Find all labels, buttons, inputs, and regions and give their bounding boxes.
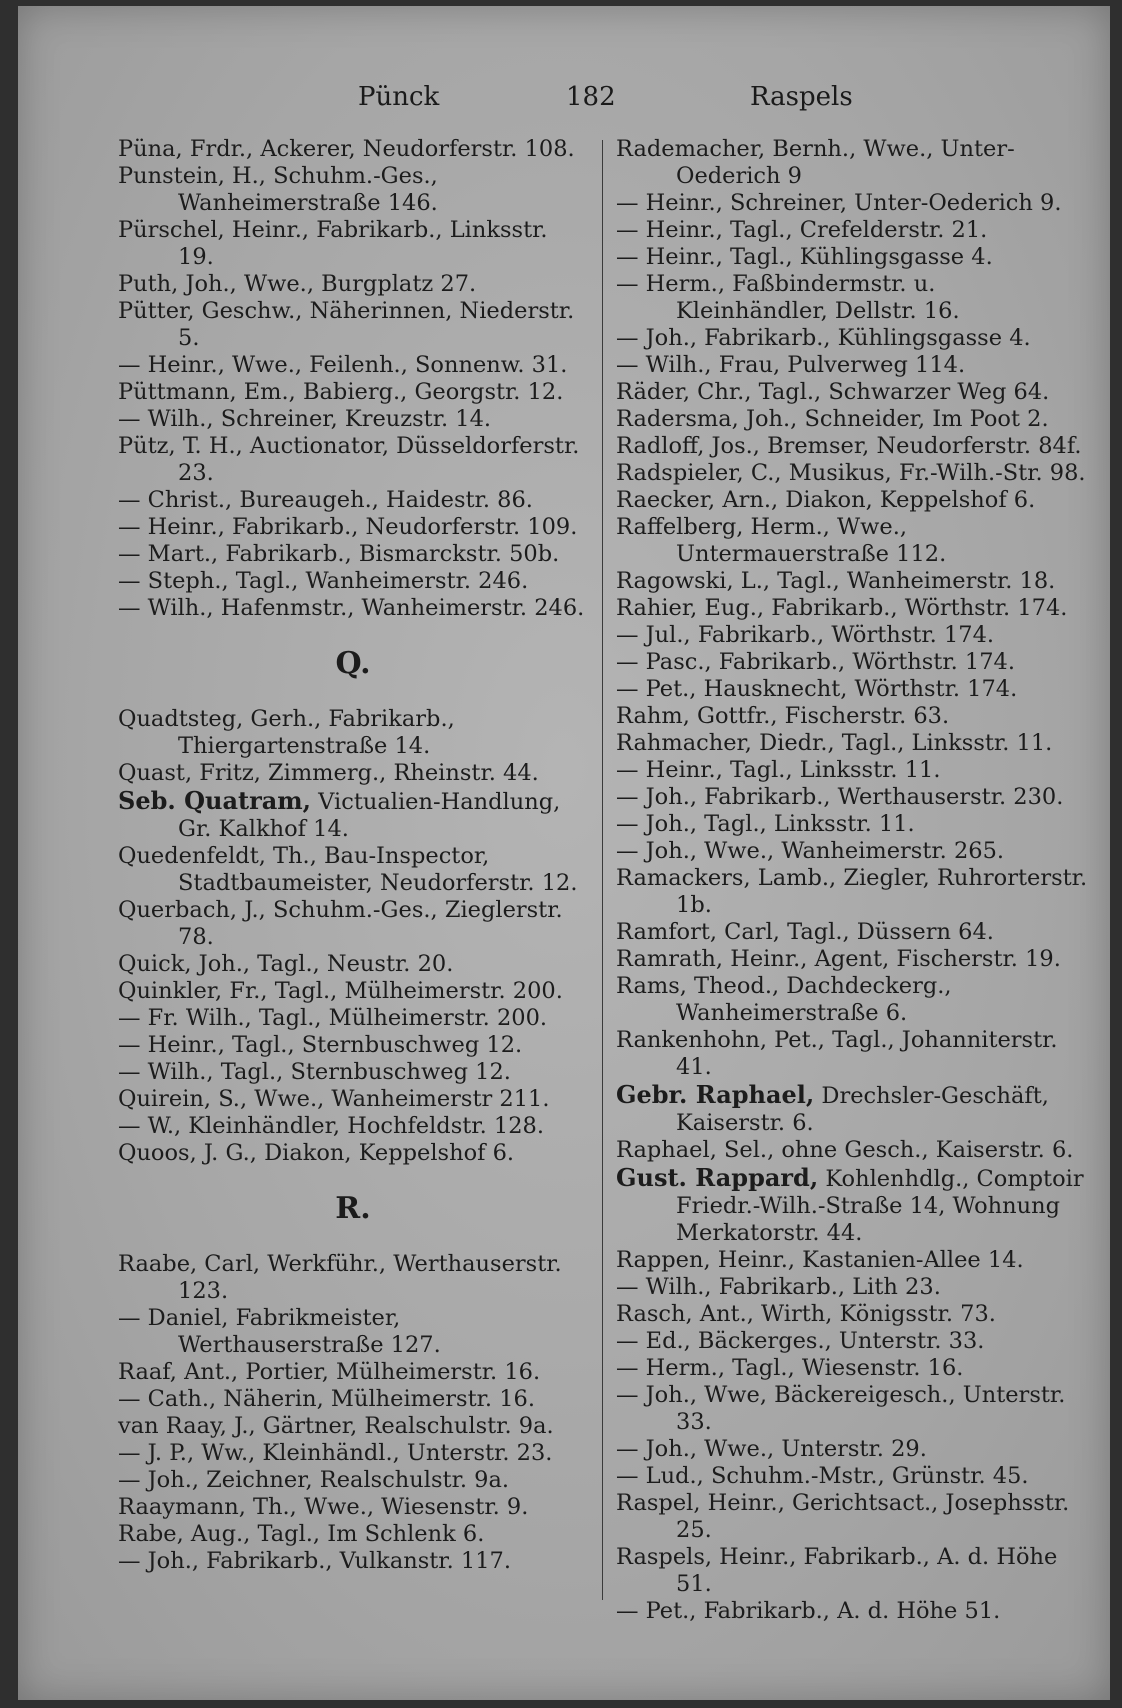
entries-r-group	[118, 1251, 588, 1575]
directory-entry: Querbach, J., Schuhm.-Ges., Zieglerstr. 78.	[118, 897, 563, 950]
entries-rappen-group	[616, 1247, 1091, 1625]
directory-entry: — Joh., Tagl., Linksstr. 11.	[616, 811, 915, 837]
directory-entry: Pürschel, Heinr., Fabrikarb., Linksstr. 19.	[118, 217, 548, 270]
directory-entry: — J. P., Ww., Kleinhändl., Unterstr. 23.	[118, 1440, 553, 1466]
firm-name: Gust. Rappard,	[616, 1163, 819, 1192]
directory-entry: — Lud., Schuhm.-Mstr., Grünstr. 45.	[616, 1463, 1029, 1489]
directory-entry: — Joh., Fabrikarb., Vulkanstr. 117.	[118, 1548, 511, 1574]
directory-entry: Rappen, Heinr., Kastanien-Allee 14.	[616, 1247, 1024, 1273]
directory-entry: Rademacher, Bernh., Wwe., Unter-Oederich 9	[616, 136, 1015, 189]
directory-entry: Raphael, Sel., ohne Gesch., Kaiserstr. 6.	[616, 1137, 1074, 1163]
directory-entry: Quinkler, Fr., Tagl., Mülheimerstr. 200.	[118, 978, 563, 1004]
directory-entry: — Wilh., Schreiner, Kreuzstr. 14.	[118, 406, 492, 432]
directory-entry: — Wilh., Hafenmstr., Wanheimerstr. 246.	[118, 595, 585, 621]
directory-entry: Püna, Frdr., Ackerer, Neudorferstr. 108.	[118, 136, 575, 162]
directory-entry: Ramackers, Lamb., Ziegler, Ruhrorterstr. 1b.	[616, 865, 1088, 918]
directory-entry: Pütter, Geschw., Näherinnen, Niederstr. 5.	[118, 298, 575, 351]
directory-entry: Rasch, Ant., Wirth, Königsstr. 73.	[616, 1301, 996, 1327]
directory-entry: Rahm, Gottfr., Fischerstr. 63.	[616, 703, 950, 729]
directory-entry: Quirein, S., Wwe., Wanheimerstr 211.	[118, 1086, 550, 1112]
firm-name: Gebr. Raphael,	[616, 1080, 815, 1109]
directory-entry: Raabe, Carl, Werkführ., Werthauserstr. 123.	[118, 1251, 562, 1304]
directory-entry: — Heinr., Tagl., Sternbuschweg 12.	[118, 1032, 523, 1058]
left-column	[118, 136, 588, 1575]
directory-entry: — Wilh., Frau, Pulverweg 114.	[616, 352, 966, 378]
directory-entry: — Christ., Bureaugeh., Haidestr. 86.	[118, 487, 533, 513]
directory-entry: Quadtsteg, Gerh., Fabrikarb., Thiergartenstraße 14.	[118, 706, 455, 759]
section-heading-r: R.	[335, 1191, 371, 1226]
entries-q2-group	[118, 843, 588, 1167]
directory-entry: Quick, Joh., Tagl., Neustr. 20.	[118, 951, 454, 977]
directory-entry: — Pet., Fabrikarb., A. d. Höhe 51.	[616, 1598, 1001, 1624]
directory-entry: Ramrath, Heinr., Agent, Fischerstr. 19.	[616, 946, 1061, 972]
directory-entry: Radersma, Joh., Schneider, Im Poot 2.	[616, 406, 1049, 432]
directory-entry: — Pet., Hausknecht, Wörthstr. 174.	[616, 676, 1018, 702]
firm-entry-quatram	[118, 787, 588, 843]
entries-q-group	[118, 706, 588, 787]
header-left-keyword: Pünck	[358, 82, 440, 112]
directory-entry: — Herm., Faßbindermstr. u. Kleinhändler, Dellstr. 16.	[616, 271, 960, 324]
firm-entry-raphael	[616, 1081, 1091, 1137]
directory-entry: Räder, Chr., Tagl., Schwarzer Weg 64.	[616, 379, 1050, 405]
directory-entry: — Fr. Wilh., Tagl., Mülheimerstr. 200.	[118, 1005, 548, 1031]
directory-entry: Punstein, H., Schuhm.-Ges., Wanheimerstraße 146.	[118, 163, 438, 216]
directory-page	[18, 6, 1110, 1700]
directory-entry: — Joh., Wwe., Unterstr. 29.	[616, 1436, 927, 1462]
directory-entry: — Mart., Fabrikarb., Bismarckstr. 50b.	[118, 541, 560, 567]
section-heading-q: Q.	[335, 646, 371, 681]
directory-entry: — Herm., Tagl., Wiesenstr. 16.	[616, 1355, 964, 1381]
firm-details: Victualien-Handlung, Gr. Kalkhof 14.	[178, 789, 561, 842]
directory-entry: Rankenhohn, Pet., Tagl., Johanniterstr. 41.	[616, 1027, 1058, 1080]
page-header	[18, 82, 1110, 122]
directory-entry: Quast, Fritz, Zimmerg., Rheinstr. 44.	[118, 760, 539, 786]
directory-entry: Puth, Joh., Wwe., Burgplatz 27.	[118, 271, 477, 297]
right-column	[616, 136, 1091, 1625]
directory-entry: Raspel, Heinr., Gerichtsact., Josephsstr. 25.	[616, 1490, 1070, 1543]
directory-entry: Püttmann, Em., Babierg., Georgstr. 12.	[118, 379, 564, 405]
directory-entry: Raecker, Arn., Diakon, Keppelshof 6.	[616, 487, 1036, 513]
column-divider	[602, 140, 603, 1600]
directory-entry: Quoos, J. G., Diakon, Keppelshof 6.	[118, 1140, 515, 1166]
directory-entry: Ragowski, L., Tagl., Wanheimerstr. 18.	[616, 568, 1056, 594]
directory-entry: — W., Kleinhändler, Hochfeldstr. 128.	[118, 1113, 544, 1139]
directory-entry: — Joh., Zeichner, Realschulstr. 9a.	[118, 1467, 510, 1493]
entries-ra-group	[616, 136, 1091, 1081]
firm-details: Drechsler-Geschäft, Kaiserstr. 6.	[676, 1083, 1049, 1136]
directory-entry: — Cath., Näherin, Mülheimerstr. 16.	[118, 1386, 536, 1412]
directory-entry: Rahmacher, Diedr., Tagl., Linksstr. 11.	[616, 730, 1053, 756]
directory-entry: — Wilh., Fabrikarb., Lith 23.	[616, 1274, 941, 1300]
page-number: 182	[566, 82, 616, 112]
directory-entry: — Joh., Fabrikarb., Werthauserstr. 230.	[616, 784, 1064, 810]
directory-entry: Raaf, Ant., Portier, Mülheimerstr. 16.	[118, 1359, 541, 1385]
directory-entry: Pütz, T. H., Auctionator, Düsseldorferstr. 23.	[118, 433, 580, 486]
directory-entry: Raffelberg, Herm., Wwe., Untermauerstraße 112.	[616, 514, 947, 567]
directory-entry: — Wilh., Tagl., Sternbuschweg 12.	[118, 1059, 511, 1085]
directory-entry: — Daniel, Fabrikmeister, Werthauserstraße 127.	[118, 1305, 441, 1358]
directory-entry: Raspels, Heinr., Fabrikarb., A. d. Höhe 51.	[616, 1544, 1058, 1597]
directory-entry: — Joh., Fabrikarb., Kühlingsgasse 4.	[616, 325, 1031, 351]
directory-entry: — Heinr., Schreiner, Unter-Oederich 9.	[616, 190, 1062, 216]
firm-details: Kohlenhdlg., Comptoir Friedr.-Wilh.-Straße 14, Wohnung Merkatorstr. 44.	[676, 1166, 1084, 1246]
directory-entry: — Ed., Bäckerges., Unterstr. 33.	[616, 1328, 985, 1354]
directory-entry: — Heinr., Tagl., Kühlingsgasse 4.	[616, 244, 993, 270]
directory-entry: — Steph., Tagl., Wanheimerstr. 246.	[118, 568, 529, 594]
directory-entry: Ramfort, Carl, Tagl., Düssern 64.	[616, 919, 994, 945]
directory-entry: Rabe, Aug., Tagl., Im Schlenk 6.	[118, 1521, 485, 1547]
directory-entry: — Joh., Wwe, Bäckereigesch., Unterstr. 33.	[616, 1382, 1066, 1435]
directory-entry: — Heinr., Wwe., Feilenh., Sonnenw. 31.	[118, 352, 568, 378]
directory-entry: Radloff, Jos., Bremser, Neudorferstr. 84f.	[616, 433, 1082, 459]
directory-entry: — Joh., Wwe., Wanheimerstr. 265.	[616, 838, 1005, 864]
directory-entry: — Jul., Fabrikarb., Wörthstr. 174.	[616, 622, 995, 648]
firm-entry-rappard	[616, 1164, 1091, 1247]
firm-name: Seb. Quatram,	[118, 786, 312, 815]
directory-entry: Raaymann, Th., Wwe., Wiesenstr. 9.	[118, 1494, 529, 1520]
directory-entry: van Raay, J., Gärtner, Realschulstr. 9a.	[118, 1413, 554, 1439]
directory-entry: Rams, Theod., Dachdeckerg., Wanheimerstraße 6.	[616, 973, 952, 1026]
directory-entry: Rahier, Eug., Fabrikarb., Wörthstr. 174.	[616, 595, 1068, 621]
directory-entry: Radspieler, C., Musikus, Fr.-Wilh.-Str. 98.	[616, 460, 1086, 486]
header-right-keyword: Raspels	[750, 82, 853, 112]
directory-entry: — Pasc., Fabrikarb., Wörthstr. 174.	[616, 649, 1016, 675]
directory-entry: — Heinr., Fabrikarb., Neudorferstr. 109.	[118, 514, 578, 540]
entries-raphael-group	[616, 1137, 1091, 1164]
directory-entry: Quedenfeldt, Th., Bau-Inspector, Stadtbaumeister, Neudorferstr. 12.	[118, 843, 578, 896]
entries-p-group	[118, 136, 588, 622]
directory-entry: — Heinr., Tagl., Linksstr. 11.	[616, 757, 941, 783]
directory-entry: — Heinr., Tagl., Crefelderstr. 21.	[616, 217, 988, 243]
